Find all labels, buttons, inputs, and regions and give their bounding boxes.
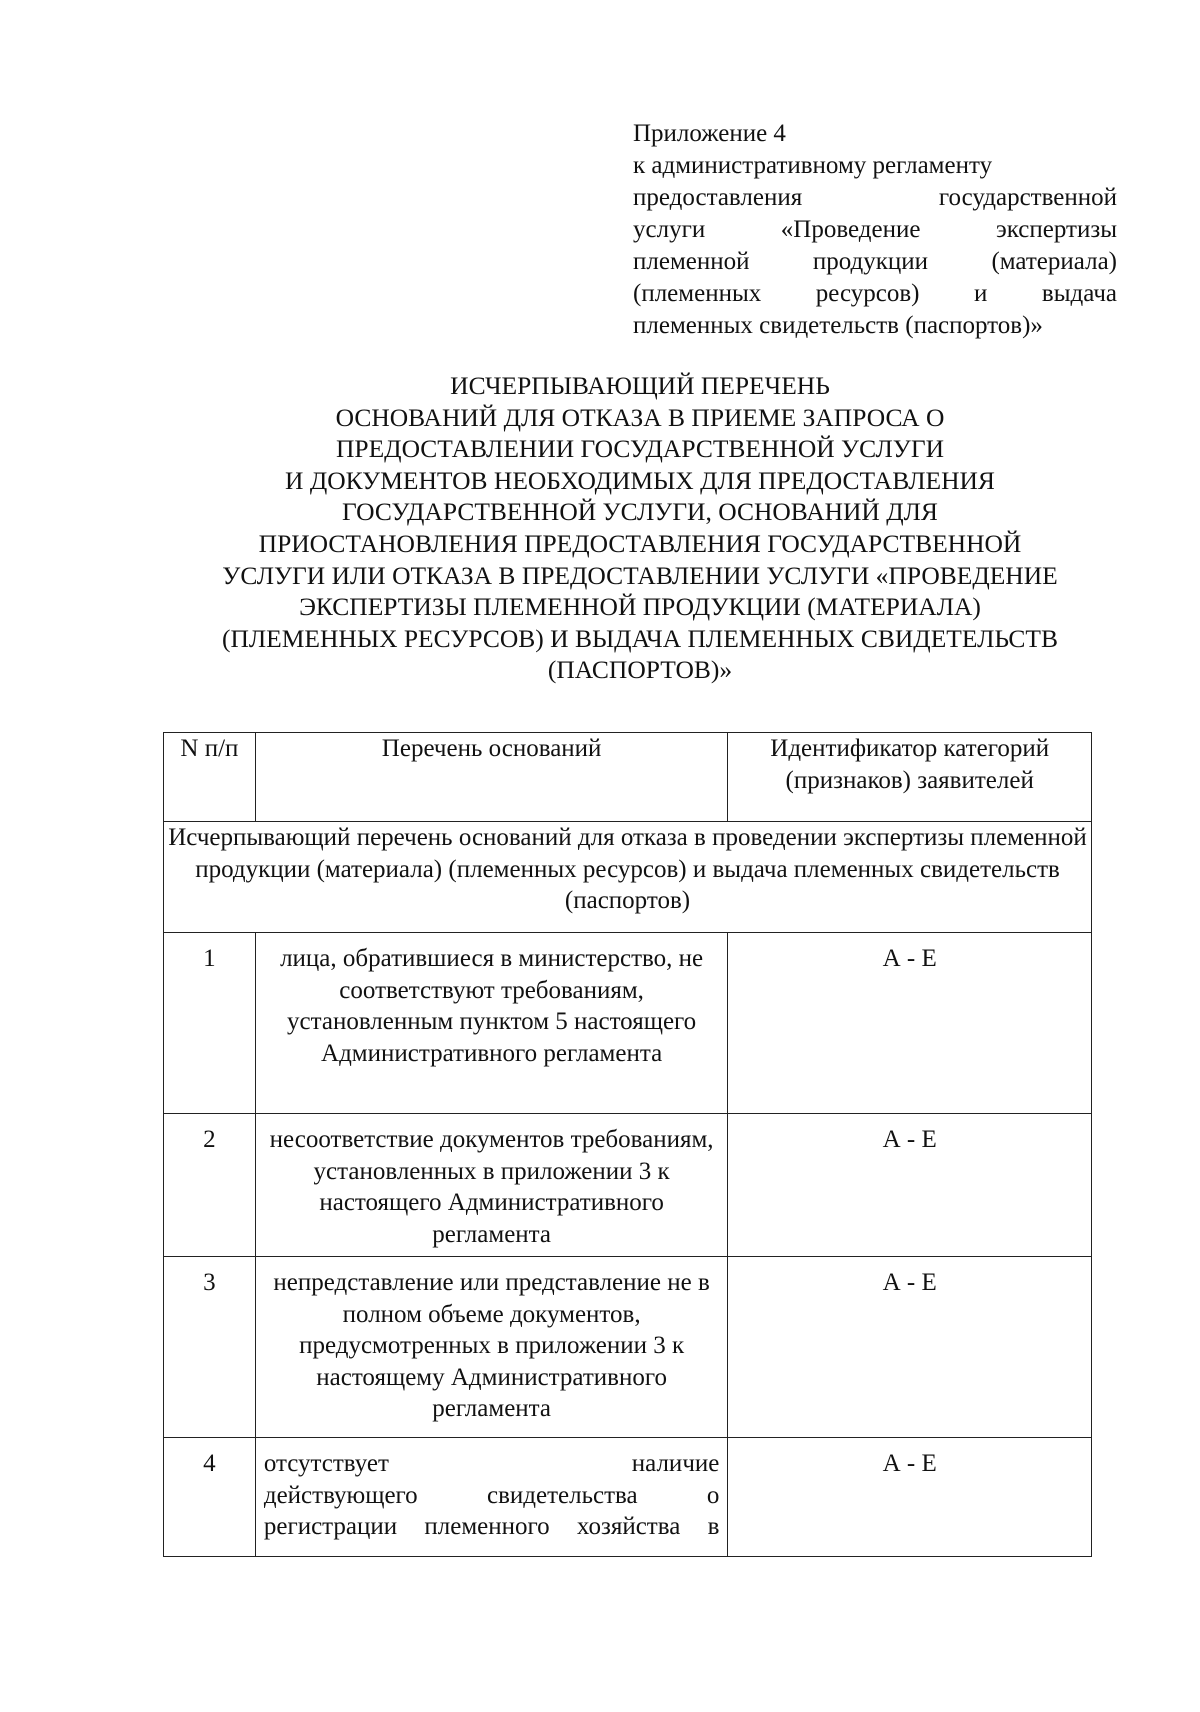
annex-line-1: Приложение 4	[633, 120, 786, 147]
row-number: 1	[164, 933, 256, 1114]
row-number: 3	[164, 1257, 256, 1438]
row-ground-text-line: отсутствует наличие	[263, 1450, 720, 1477]
title-line: (ПЛЕМЕННЫХ РЕСУРСОВ) И ВЫДАЧА ПЛЕМЕННЫХ СВИДЕТЕЛЬСТВ	[221, 623, 1058, 653]
row-ground-text-line: регистрации племенного хозяйства в	[263, 1513, 720, 1540]
table-row	[164, 1114, 1092, 1257]
title-line: И ДОКУМЕНТОВ НЕОБХОДИМЫХ ДЛЯ ПРЕДОСТАВЛЕНИЯ	[285, 465, 995, 495]
document-title	[160, 370, 1120, 686]
row-ground-text: непредставление или представление не в полном объеме документов, предусмотренных в приложении 3 к настоящему Административного регламента	[255, 1257, 728, 1438]
annex-line-3: предоставления государственной	[633, 184, 1117, 211]
annex-line-6: (племенных ресурсов) и выдача	[633, 280, 1117, 307]
row-number: 2	[164, 1114, 256, 1257]
header-category: Идентификатор категорий (признаков) заявителей	[728, 733, 1092, 822]
row-ground-text	[255, 1438, 728, 1557]
table-section-row	[164, 822, 1092, 933]
row-category: А - Е	[728, 1438, 1092, 1557]
header-num: N п/п	[164, 733, 256, 822]
title-line: ИСЧЕРПЫВАЮЩИЙ ПЕРЕЧЕНЬ	[450, 371, 830, 400]
row-category: А - Е	[728, 1114, 1092, 1257]
table-row	[164, 933, 1092, 1114]
title-line: (ПАСПОРТОВ)»	[547, 655, 733, 685]
title-line: ПРЕДОСТАВЛЕНИИ ГОСУДАРСТВЕННОЙ УСЛУГИ	[336, 434, 944, 464]
annex-line-4: услуги «Проведение экспертизы	[633, 216, 1117, 243]
row-ground-text: несоответствие документов требованиям, установленных в приложении 3 к настоящего Административного регламента	[255, 1114, 728, 1257]
row-number: 4	[164, 1438, 256, 1557]
annex-line-2: к административному регламенту	[633, 152, 993, 179]
table-header-row	[164, 733, 1092, 822]
row-ground-text: лица, обратившиеся в министерство, не соответствуют требованиям, установленным пунктом 5 настоящего Административного регламента	[255, 933, 728, 1114]
grounds-table	[163, 732, 1092, 1557]
annex-block	[633, 118, 1117, 342]
row-ground-text-line: действующего свидетельства о	[263, 1481, 720, 1509]
title-line: ЭКСПЕРТИЗЫ ПЛЕМЕННОЙ ПРОДУКЦИИ (МАТЕРИАЛА)	[299, 592, 981, 622]
title-line: ПРИОСТАНОВЛЕНИЯ ПРЕДОСТАВЛЕНИЯ ГОСУДАРСТВЕННОЙ	[258, 528, 1022, 558]
title-line: УСЛУГИ ИЛИ ОТКАЗА В ПРЕДОСТАВЛЕНИИ УСЛУГИ «ПРОВЕДЕНИЕ	[222, 560, 1058, 590]
title-line: ОСНОВАНИЙ ДЛЯ ОТКАЗА В ПРИЕМЕ ЗАПРОСА О	[335, 402, 945, 432]
table-row	[164, 1257, 1092, 1438]
header-grounds: Перечень оснований	[255, 733, 728, 822]
title-line: ГОСУДАРСТВЕННОЙ УСЛУГИ, ОСНОВАНИЙ ДЛЯ	[342, 497, 938, 527]
annex-line-7: племенных свидетельств (паспортов)»	[633, 312, 1043, 339]
table-row	[164, 1438, 1092, 1557]
annex-line-5: племенной продукции (материала)	[633, 248, 1117, 275]
row-category: А - Е	[728, 933, 1092, 1114]
row-category: А - Е	[728, 1257, 1092, 1438]
section-heading: Исчерпывающий перечень оснований для отказа в проведении экспертизы племенной продукции (материала) (племенных ресурсов) и выдача племенных свидетельств (паспортов)	[164, 822, 1092, 933]
